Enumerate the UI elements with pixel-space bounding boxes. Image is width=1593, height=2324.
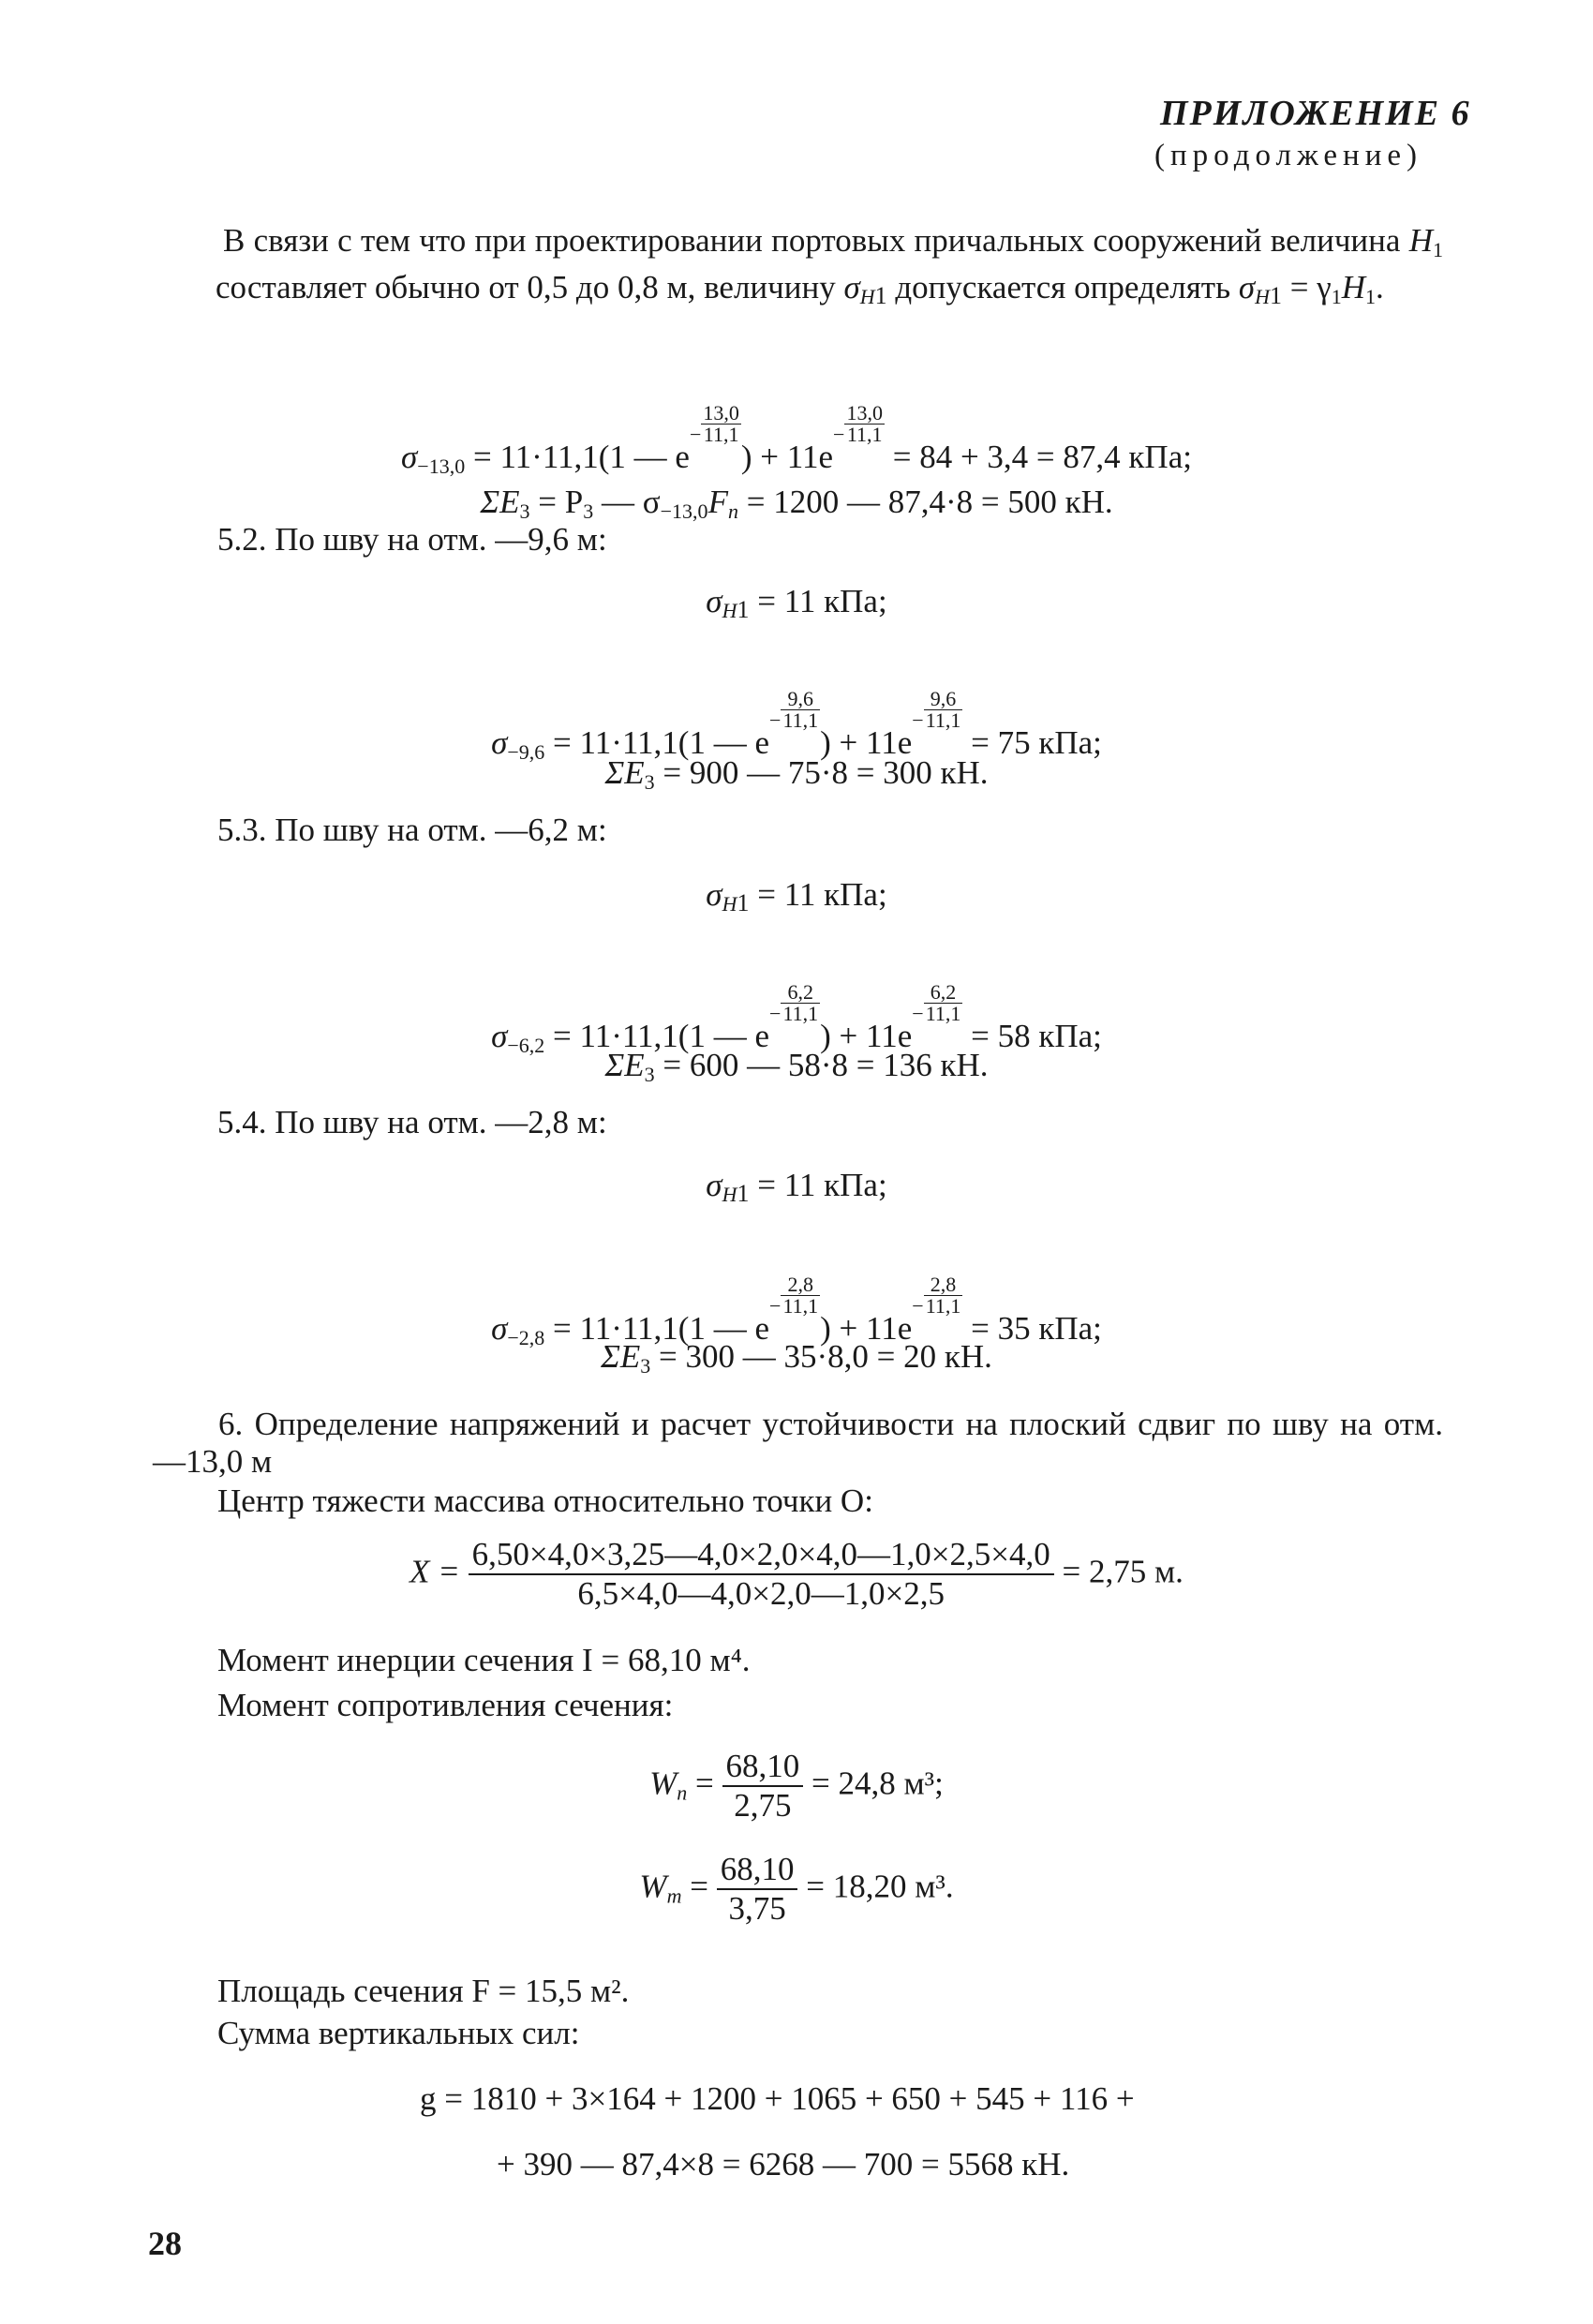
sigma-subscript: −13,0 bbox=[660, 499, 708, 523]
appendix-title: ПРИЛОЖЕНИЕ 6 bbox=[1160, 94, 1471, 133]
area-line: Площадь сечения F = 15,5 м². bbox=[217, 1973, 630, 2009]
sum-symbol: ΣE bbox=[604, 1047, 645, 1083]
sigma-subscript: −13,0 bbox=[417, 454, 466, 478]
section-5-3-label: 5.3. По шву на отм. —6,2 м: bbox=[217, 812, 607, 848]
sub-3: 3 bbox=[644, 1063, 655, 1086]
wm-numerator: 68,10 bbox=[717, 1852, 798, 1890]
formula-sigma-9-6 bbox=[0, 689, 1593, 762]
formula-part-a: = 11·11,1(1 — e bbox=[544, 1310, 770, 1347]
sigma-value: = 11 кПа; bbox=[749, 1167, 887, 1203]
sigma-value: = 11 кПа; bbox=[749, 583, 887, 619]
sum-symbol: ΣE bbox=[480, 484, 520, 520]
x-numerator: 6,50×4,0×3,25—4,0×2,0×4,0—1,0×2,5×4,0 bbox=[469, 1537, 1054, 1575]
sub-1: 1 bbox=[1269, 282, 1282, 309]
sub-1: 1 bbox=[737, 1180, 750, 1207]
exponent-den: 11,1 bbox=[782, 708, 819, 732]
exponent-num: 2,8 bbox=[924, 1274, 963, 1296]
sub-1: 1 bbox=[737, 889, 750, 916]
section-5-2-label: 5.2. По шву на отм. —9,6 м: bbox=[217, 521, 607, 558]
var-w: W bbox=[649, 1765, 677, 1802]
sigma-subscript: −9,6 bbox=[507, 740, 545, 764]
formula-part-b: ) + 11e bbox=[820, 724, 913, 761]
formula-sigma-2-8 bbox=[0, 1274, 1593, 1348]
sub-n: n bbox=[677, 1780, 688, 1805]
sum-e3-2-8 bbox=[0, 1338, 1593, 1376]
formula-sigma-6-2 bbox=[0, 982, 1593, 1055]
sub-1: 1 bbox=[1433, 238, 1443, 261]
exponent-num: 13,0 bbox=[846, 401, 883, 425]
sub-n: n bbox=[727, 499, 738, 523]
sub-3: 3 bbox=[519, 499, 530, 523]
sigma-value: = 11 кПа; bbox=[749, 876, 887, 913]
sum-minus: — σ bbox=[593, 484, 661, 520]
sum-e3-9-6 bbox=[0, 754, 1593, 792]
exponent-den: 11,1 bbox=[782, 1002, 819, 1025]
intro-text-a: В связи с тем что при проектировании портовых причальных сооружений величина bbox=[223, 222, 1409, 259]
sub-1: 1 bbox=[874, 282, 887, 309]
sigma-h1-line bbox=[0, 583, 1593, 623]
appendix-subtitle: (продолжение) bbox=[1154, 139, 1422, 172]
formula-part-b: ) + 11e bbox=[820, 1310, 913, 1347]
sub-1: 1 bbox=[1364, 285, 1376, 308]
sub-h: H bbox=[722, 892, 737, 916]
exponent-num: 2,8 bbox=[781, 1274, 820, 1296]
exponent-fraction: − $\frac{2,8}{11,1}$ bbox=[769, 1273, 819, 1318]
section-5-4-label: 5.4. По шву на отм. —2,8 м: bbox=[217, 1104, 607, 1140]
intro-text-b: составляет обычно от 0,5 до 0,8 м, величину bbox=[216, 269, 844, 305]
exponent-num: 9,6 bbox=[781, 689, 820, 710]
inertia-line: Момент инерции сечения I = 68,10 м⁴. bbox=[217, 1642, 751, 1678]
sigma-subscript: −2,8 bbox=[507, 1326, 545, 1349]
wn-denominator: 2,75 bbox=[734, 1786, 792, 1824]
intro-text-c: допускается определять bbox=[886, 269, 1239, 305]
sigma-symbol: σ bbox=[491, 1310, 508, 1347]
var-h: H bbox=[1341, 269, 1365, 305]
sub-3: 3 bbox=[583, 499, 594, 523]
sigma-h1-line bbox=[0, 876, 1593, 914]
var-h: H bbox=[1408, 222, 1433, 259]
sum-symbol: ΣE bbox=[604, 754, 645, 791]
resistance-label: Момент сопротивления сечения: bbox=[217, 1687, 674, 1723]
sigma-symbol: σ bbox=[491, 1018, 508, 1054]
formula-wn: $W_n$ = $\frac{68,10}{2,75}$ = 24,8 м³; bbox=[649, 1748, 944, 1824]
sub-3: 3 bbox=[644, 770, 655, 794]
vertical-forces-label: Сумма вертикальных сил: bbox=[217, 2015, 580, 2051]
intro-text-d: = γ bbox=[1281, 269, 1332, 305]
exponent-num: 9,6 bbox=[924, 689, 963, 710]
exponent-fraction: − $\frac{9,6}{11,1}$ bbox=[769, 687, 819, 732]
formula-wm: $W_m$ = $\frac{68,10}{3,75}$ = 18,20 м³. bbox=[639, 1851, 954, 1927]
exponent-fraction: − $\frac{9,6}{11,1}$ bbox=[912, 687, 961, 732]
formula-result: = 84 + 3,4 = 87,4 кПа; bbox=[884, 439, 1192, 475]
wn-numerator: 68,10 bbox=[722, 1749, 804, 1787]
sigma-symbol: σ bbox=[706, 1167, 722, 1203]
exponent-num: 6,2 bbox=[924, 982, 963, 1004]
sigma-symbol: σ bbox=[843, 269, 860, 305]
exponent-num: 6,2 bbox=[781, 982, 820, 1004]
exponent-den: 11,1 bbox=[703, 423, 739, 446]
page-number: 28 bbox=[148, 2225, 182, 2262]
sum-e3-6-2 bbox=[0, 1047, 1593, 1084]
sigma-subscript: −6,2 bbox=[507, 1034, 545, 1057]
formula-x-centroid bbox=[0, 1537, 1593, 1613]
section-6-heading: 6. Определение напряжений и расчет устойчивости на плоский сдвиг по шву на отм. —13,0 м bbox=[153, 1406, 1443, 1480]
sigma-h1-line bbox=[0, 1167, 1593, 1207]
sub-1: 1 bbox=[737, 596, 750, 623]
wn-fraction bbox=[722, 1749, 804, 1825]
sigma-symbol: σ bbox=[1238, 269, 1256, 305]
formula-result: = 35 кПа; bbox=[962, 1310, 1102, 1347]
formula-result: = 75 кПа; bbox=[962, 724, 1102, 761]
formula-part-b: ) + 11e bbox=[820, 1018, 913, 1054]
exponent-fraction: − $\frac{2,8}{11,1}$ bbox=[912, 1273, 961, 1318]
sub-h: H bbox=[1255, 285, 1270, 308]
sigma-symbol: σ bbox=[491, 724, 508, 761]
formula-part-a: = 11·11,1(1 — e bbox=[544, 724, 770, 761]
x-denominator: 6,5×4,0—4,0×2,0—1,0×2,5 bbox=[577, 1574, 945, 1612]
sum-result: = 1200 — 87,4·8 = 500 кН. bbox=[737, 484, 1113, 520]
wm-denominator: 3,75 bbox=[728, 1889, 786, 1927]
exponent-num: 13,0 bbox=[703, 401, 739, 425]
exponent-den: 11,1 bbox=[925, 1002, 961, 1025]
exponent-fraction: − $\frac{13,0}{11,1}$ bbox=[833, 401, 883, 446]
sum-eq: = P bbox=[529, 484, 584, 520]
x-result: = 2,75 м. bbox=[1053, 1553, 1184, 1590]
x-fraction bbox=[469, 1537, 1054, 1613]
wn-result: = 24,8 м³; bbox=[803, 1765, 944, 1802]
sub-3: 3 bbox=[640, 1354, 651, 1378]
intro-text-e: . bbox=[1375, 269, 1384, 305]
exponent-den: 11,1 bbox=[782, 1294, 819, 1318]
formula-part-a: = 11·11,1(1 — e bbox=[544, 1018, 770, 1054]
sigma-symbol: σ bbox=[706, 876, 722, 913]
sum-result: = 900 — 75·8 = 300 кН. bbox=[654, 754, 989, 791]
sum-symbol: ΣE bbox=[601, 1338, 641, 1375]
exponent-fraction: − $\frac{6,2}{11,1}$ bbox=[769, 980, 819, 1025]
exponent-den: 11,1 bbox=[925, 708, 961, 732]
sum-result: = 600 — 58·8 = 136 кН. bbox=[654, 1047, 989, 1083]
exponent-den: 11,1 bbox=[846, 423, 883, 446]
formula-result: = 58 кПа; bbox=[962, 1018, 1102, 1054]
sub-1: 1 bbox=[1331, 285, 1342, 308]
exponent-fraction: − $\frac{6,2}{11,1}$ bbox=[912, 980, 961, 1025]
intro-paragraph bbox=[216, 217, 1443, 311]
x-lhs: X = bbox=[409, 1553, 469, 1590]
sub-h: H bbox=[859, 285, 875, 308]
sum-result: = 300 — 35·8,0 = 20 кН. bbox=[650, 1338, 992, 1375]
exponent-fraction: − $\frac{13,0}{11,1}$ bbox=[689, 401, 739, 446]
sum-e3-13 bbox=[0, 484, 1593, 521]
sigma-symbol: σ bbox=[706, 583, 722, 619]
wm-result: = 18,20 м³. bbox=[797, 1868, 954, 1905]
var-f: F bbox=[707, 484, 728, 520]
g-formula-line-2: + 390 — 87,4×8 = 6268 — 700 = 5568 кН. bbox=[497, 2146, 1070, 2182]
centroid-label: Центр тяжести массива относительно точки O: bbox=[217, 1482, 873, 1519]
var-w: W bbox=[639, 1868, 667, 1905]
formula-part-b: ) + 11e bbox=[740, 439, 834, 475]
formula-sigma-13 bbox=[0, 403, 1593, 476]
sigma-symbol: σ bbox=[401, 439, 418, 475]
g-formula-line-1: g = 1810 + 3×164 + 1200 + 1065 + 650 + 545 + 116 + bbox=[420, 2080, 1135, 2117]
wm-fraction bbox=[717, 1852, 798, 1928]
sub-h: H bbox=[722, 599, 737, 622]
sub-h: H bbox=[722, 1183, 737, 1206]
formula-part-a: = 11·11,1(1 — e bbox=[465, 439, 690, 475]
sub-m: m bbox=[666, 1884, 682, 1908]
exponent-den: 11,1 bbox=[925, 1294, 961, 1318]
